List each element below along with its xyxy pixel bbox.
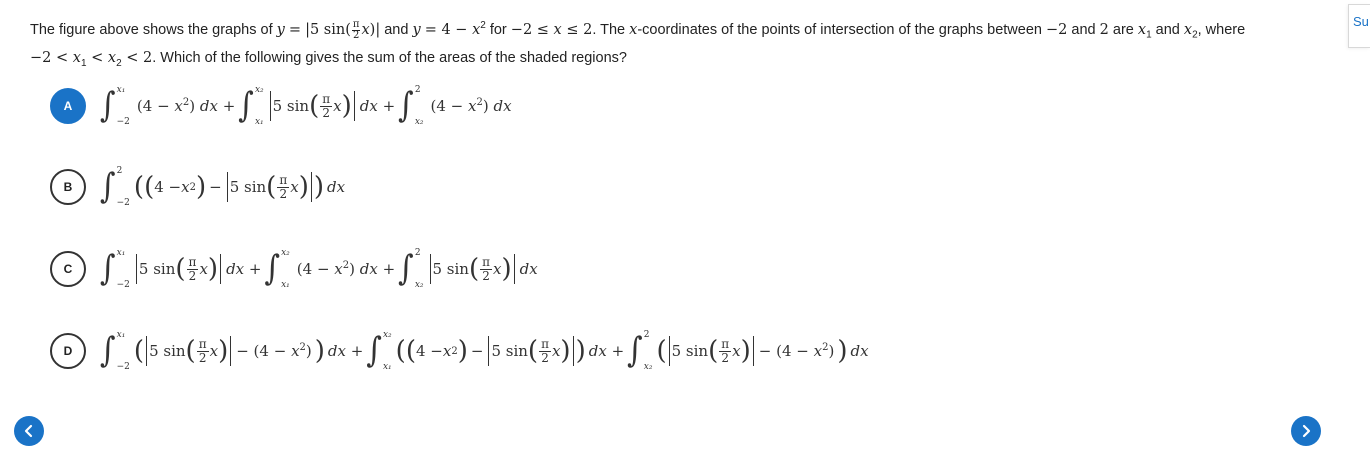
previous-button[interactable] [14,416,44,446]
choice-a-expression: ∫ x₁ −2 $(4 - x^2)$ dx + ∫ x₂ x₁ 5 sin ( π 2 x ) dx + ∫ 2 x₂ $(4 - x^2)$ dx [100,85,512,127]
choice-b-expression: ∫ 2 −2 ( ( 4 − x 2 ) − 5 sin ( π 2 x ) ) dx [100,166,346,208]
chevron-right-icon [1299,424,1313,438]
choice-d-bubble[interactable]: D [50,333,86,369]
side-panel-tab[interactable] [1348,4,1370,48]
choice-a-bubble[interactable]: A [50,88,86,124]
choice-d-expression: ∫ x₁ −2 ( 5 sin ( π 2 x ) − $(4 - x^2)$ ) dx + ∫ x₂ x₁ ( ( 4 − x 2 ) − 5 sin ( π 2 x ) ) dx + ∫ 2 x₂ ( 5 sin ( π 2 x ) − $(4 - x^2)$ ) dx [100,330,869,372]
chevron-left-icon [22,424,36,438]
choice-c-bubble[interactable]: C [50,251,86,287]
question-text: The figure above shows the graphs of y = |5 sin( $\frac{\pi}{2}$ x)| and $y = 4 - x^2$ for −2 ≤ x ≤ 2. The x-coordinates of the points of intersection of the graphs between −2 and 2 are $x_1$ and $x_2$, where $-2 < x_1 < x_2 < 2$. Which of the following gives the sum of the areas of the shaded regions? [30,18,1246,69]
choice-c-expression: ∫ x₁ −2 5 sin ( π 2 x ) dx + ∫ x₂ x₁ $(4 - x^2)$ dx + ∫ 2 x₂ 5 sin ( π 2 x ) dx [100,248,538,290]
choice-b-bubble[interactable]: B [50,169,86,205]
side-panel-tab-label: Su [1353,14,1369,29]
next-button[interactable] [1291,416,1321,446]
